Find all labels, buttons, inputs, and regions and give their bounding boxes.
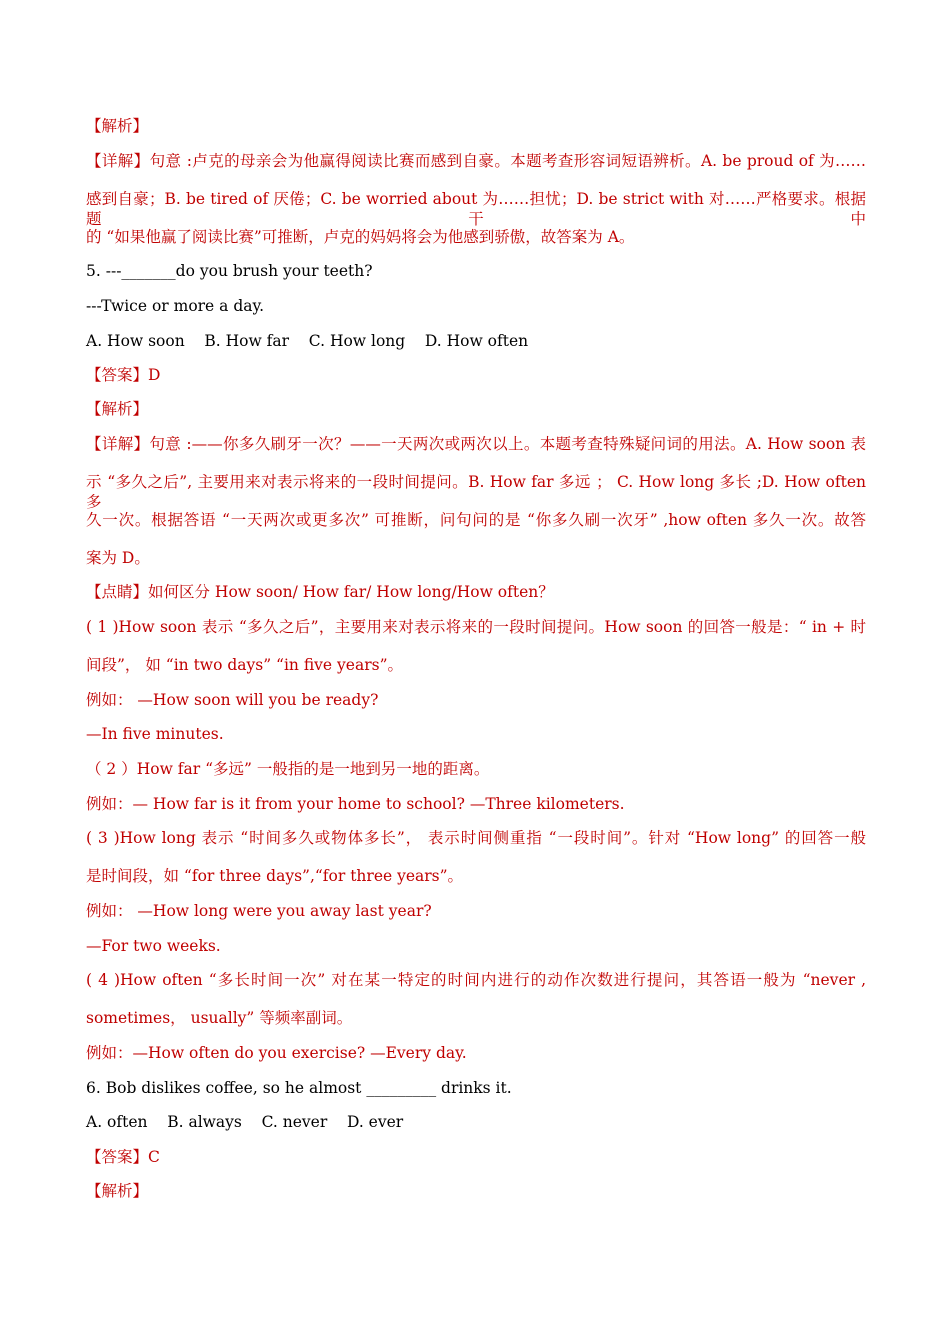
detail-line: 案为 D。: [86, 549, 150, 567]
tip-point-1-cont: 间段”， 如 “in two days” “in five years”。: [86, 656, 403, 674]
question-options: A. How soon B. How far C. How long D. How often: [86, 332, 529, 350]
tip-point-3-cont: 是时间段，如 “for three days”,“for three years”。: [86, 867, 464, 885]
detail-line: 【详解】句意 :卢克的母亲会为他赢得阅读比赛而感到自豪。本题考查形容词短语辨析。A. be proud of 为……: [86, 152, 866, 170]
tip-heading: 【点睛】如何区分 How soon/ How far/ How long/How often？: [86, 583, 554, 601]
analysis-heading: 【解析】: [86, 117, 149, 135]
question-reply: ---Twice or more a day.: [86, 297, 265, 315]
example-line: 例如：—How often do you exercise? —Every day.: [86, 1044, 467, 1062]
detail-line: 的 “如果他赢了阅读比赛”可推断，卢克的妈妈将会为他感到骄傲，故答案为 A。: [86, 228, 635, 246]
example-line: —In five minutes.: [86, 725, 224, 743]
tip-point-4-cont: sometimes， usually” 等频率副词。: [86, 1009, 353, 1027]
detail-line: 久一次。根据答语 “一天两次或更多次” 可推断，问句问的是 “你多久刷一次牙” ,how often 多久一次。故答: [86, 511, 866, 529]
example-line: 例如： —How long were you away last year?: [86, 902, 432, 920]
tip-point-2: （ 2 ）How far “多远” 一般指的是一地到另一地的距离。: [86, 760, 490, 778]
example-line: 例如： —How soon will you be ready?: [86, 691, 379, 709]
answer-line: 【答案】C: [86, 1148, 160, 1166]
answer-line: 【答案】D: [86, 366, 161, 384]
question-options: A. often B. always C. never D. ever: [86, 1113, 404, 1131]
detail-line: 【详解】句意 :——你多久刷牙一次？——一天两次或两次以上。本题考查特殊疑问词的用法。A. How soon 表: [86, 435, 866, 453]
detail-line: 示 “多久之后”, 主要用来对表示将来的一段时间提问。B. How far 多远 ； C. How long 多长 ;D. How often 多: [86, 473, 866, 511]
analysis-heading: 【解析】: [86, 1182, 149, 1200]
tip-point-3: ( 3 )How long 表示 “时间多久或物体多长”， 表示时间侧重指 “一段时间”。针对 “How long” 的回答一般: [86, 829, 866, 847]
example-line: 例如：— How far is it from your home to school? —Three kilometers.: [86, 795, 625, 813]
detail-line: 感到自豪；B. be tired of 厌倦；C. be worried about 为……担忧；D. be strict with 对……严格要求。根据题干中: [86, 190, 866, 228]
question-stem: 5. ---_______do you brush your teeth?: [86, 262, 373, 280]
example-line: —For two weeks.: [86, 937, 221, 955]
tip-point-4: ( 4 )How often “多长时间一次” 对在某一特定的时间内进行的动作次数进行提问，其答语一般为 “never ,: [86, 971, 866, 989]
question-stem: 6. Bob dislikes coffee, so he almost _________ drinks it.: [86, 1079, 512, 1097]
analysis-heading: 【解析】: [86, 400, 149, 418]
tip-point-1: ( 1 )How soon 表示 “多久之后”，主要用来对表示将来的一段时间提问。How soon 的回答一般是：“ in + 时: [86, 618, 866, 636]
